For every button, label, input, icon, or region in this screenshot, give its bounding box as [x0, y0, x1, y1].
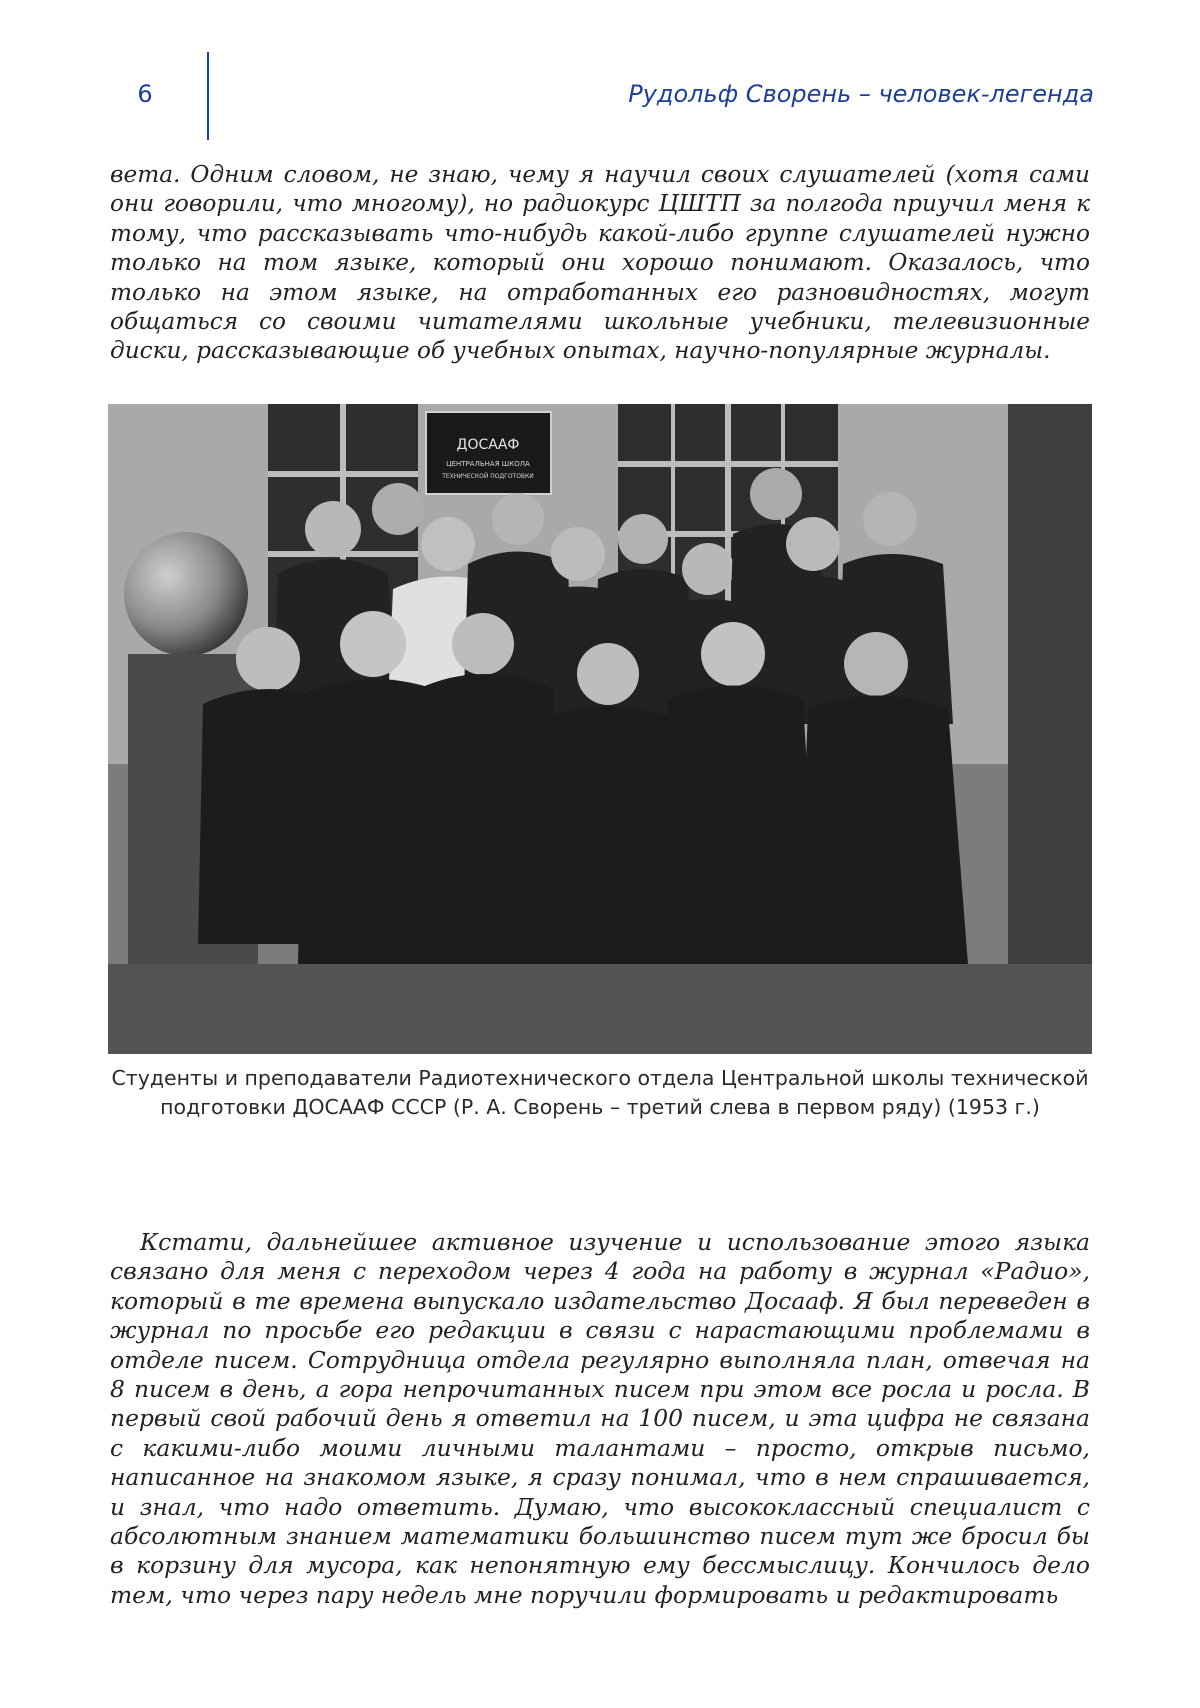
body-paragraph-1: вета. Одним словом, не знаю, чему я научил своих слушателей (хотя сами они говорили, что многому), но радиокурс ЦШТП за полгода приучил меня к тому, что рассказывать что-нибудь какой-либо группе слушателей нужно только на том языке, который они хорошо понимают. Оказалось, что только на этом языке, на отработанных его разновидностях, могут общаться со своими читателями школьные учебники, телевизионные диски, рассказывающие об учебных опытах, научно-популярные журналы. [110, 161, 1090, 365]
dosaaf-sign [426, 412, 551, 494]
sign-title: ДОСААФ [456, 437, 520, 453]
sign-line-1: ЦЕНТРАЛЬНАЯ ШКОЛА [446, 460, 530, 468]
running-title: Рудольф Сворень – человек-легенда [628, 80, 1094, 108]
header-divider [207, 52, 209, 140]
body-paragraph-2: Кстати, дальнейшее активное изучение и использование этого языка связано для меня с переходом через 4 года на работу в журнал «Радио», который в те времена выпускало издательство Досааф. Я был переведен в журнал по просьбе его редакции в связи с нарастающими проблемами в отделе писем. Сотрудница отдела регулярно выполняла план, отвечая на 8 писем в день, а гора непрочитанных писем при этом все росла и росла. В первый свой рабочий день я ответил на 100 писем, и эта цифра не связана с какими-либо моими личными талантами – просто, открыв письмо, написанное на знакомом языке, я сразу понимал, что в нем спрашивается, и знал, что надо ответить. Думаю, что высококлассный специалист с абсолютным знанием математики большинство писем тут же бросил бы в корзину для мусора, как непонятную ему бессмыслицу. Кончилось дело тем, что через пару недель мне поручили формировать и редактировать [110, 1228, 1090, 1609]
photo-caption: Студенты и преподаватели Радиотехнического отдела Центральной школы технической подготовки ДОСААФ СССР (Р. А. Сворень – третий слева в первом ряду) (1953 г.) [111, 1066, 1089, 1119]
group-photo [108, 404, 1092, 1054]
sign-line-2: ТЕХНИЧЕСКОЙ ПОДГОТОВКИ [442, 473, 534, 480]
page-number: 6 [137, 80, 153, 108]
